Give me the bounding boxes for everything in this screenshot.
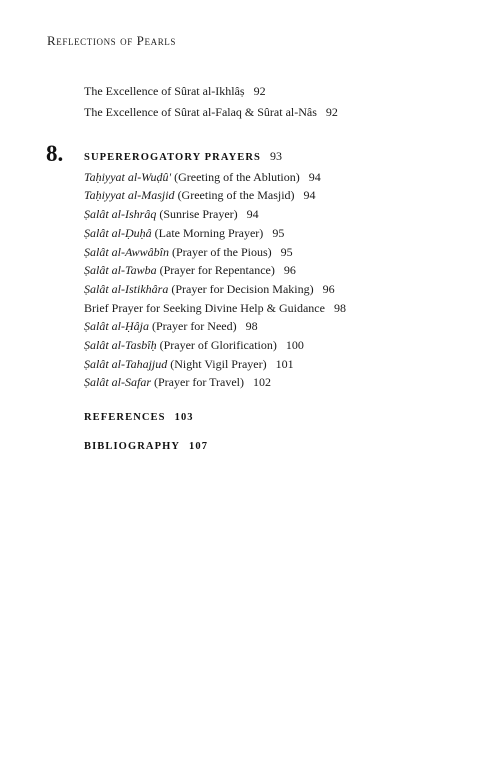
toc-entry-page: 92 bbox=[325, 105, 338, 119]
running-head: Reflections of Pearls bbox=[47, 33, 177, 48]
bibliography-heading[interactable] bbox=[84, 441, 208, 452]
toc-entry-title: Brief Prayer for Seeking Divine Help & Guidance bbox=[84, 300, 325, 315]
toc-entry[interactable] bbox=[84, 299, 346, 318]
toc-entry[interactable] bbox=[84, 336, 346, 355]
toc-entry-page: 92 bbox=[253, 84, 266, 98]
references-heading[interactable] bbox=[84, 412, 194, 423]
toc-entry-arabic-title: Ṣalât al-Ishrâq bbox=[84, 207, 157, 222]
toc-entry[interactable] bbox=[84, 81, 338, 102]
references-title: REFERENCES bbox=[84, 412, 166, 423]
toc-entry[interactable] bbox=[84, 224, 346, 243]
toc-entry-page: 95 bbox=[272, 225, 285, 240]
bibliography-title: BIBLIOGRAPHY bbox=[84, 441, 181, 452]
toc-entry[interactable] bbox=[84, 186, 346, 205]
bibliography-page: 107 bbox=[189, 441, 209, 452]
toc-entry-gloss: (Sunrise Prayer) bbox=[159, 207, 238, 222]
toc-entry-page: 98 bbox=[333, 300, 346, 315]
toc-entry[interactable] bbox=[84, 168, 346, 187]
toc-entry-arabic-title: Taḥiyyat al-Masjid bbox=[84, 188, 175, 203]
toc-entry[interactable] bbox=[84, 102, 338, 123]
chapter-contents bbox=[84, 147, 346, 392]
toc-entry-arabic-title: Taḥiyyat al-Wuḍû' bbox=[84, 169, 172, 184]
toc-entry-title: The Excellence of Sûrat al-Ikhlâṣ bbox=[84, 84, 245, 98]
toc-entry-arabic-title: Ṣalât al-Ḥâja bbox=[84, 319, 149, 334]
chapter-title: SUPEREROGATORY PRAYERS bbox=[84, 152, 261, 163]
toc-entry-gloss: (Prayer of Glorification) bbox=[159, 338, 277, 353]
toc-entry-gloss: (Late Morning Prayer) bbox=[154, 225, 264, 240]
toc-entry[interactable] bbox=[84, 205, 346, 224]
toc-entry-page: 95 bbox=[280, 244, 293, 259]
toc-entry-page: 94 bbox=[303, 188, 316, 203]
toc-entry-arabic-title: Ṣalât al-Tasbîḥ bbox=[84, 338, 157, 353]
references-page: 103 bbox=[174, 412, 194, 423]
toc-entry-gloss: (Prayer of the Pious) bbox=[172, 244, 272, 259]
toc-entry[interactable] bbox=[84, 261, 346, 280]
chapter-number: 8. bbox=[46, 141, 64, 166]
chapter-page: 93 bbox=[269, 149, 282, 163]
toc-entry-arabic-title: Ṣalât al-Tahajjud bbox=[84, 356, 168, 371]
toc-entry-page: 96 bbox=[283, 263, 296, 278]
toc-entry-page: 101 bbox=[275, 356, 294, 371]
toc-entry-arabic-title: Ṣalât al-Tawba bbox=[84, 263, 157, 278]
toc-entry-gloss: (Prayer for Decision Making) bbox=[171, 281, 314, 296]
toc-entry-page: 98 bbox=[245, 319, 258, 334]
toc-entry-gloss: (Prayer for Travel) bbox=[154, 375, 244, 390]
toc-entry-gloss: (Greeting of the Ablution) bbox=[174, 169, 300, 184]
toc-entry-page: 96 bbox=[322, 281, 335, 296]
toc-entry-arabic-title: Ṣalât al-Ḍuḥâ bbox=[84, 225, 152, 240]
toc-entry[interactable] bbox=[84, 280, 346, 299]
toc-entry-arabic-title: Ṣalât al-Awwâbîn bbox=[84, 244, 170, 259]
toc-entry-gloss: (Prayer for Need) bbox=[152, 319, 237, 334]
toc-entry-title: The Excellence of Sûrat al-Falaq & Sûrat al-Nâs bbox=[84, 105, 317, 119]
toc-entry-page: 94 bbox=[308, 169, 321, 184]
toc-entry-arabic-title: Ṣalât al-Safar bbox=[84, 375, 152, 390]
toc-entry-page: 94 bbox=[246, 207, 259, 222]
toc-entry[interactable] bbox=[84, 373, 346, 392]
toc-entry[interactable] bbox=[84, 243, 346, 262]
toc-entry-gloss: (Night Vigil Prayer) bbox=[170, 356, 267, 371]
toc-entry-gloss: (Greeting of the Masjid) bbox=[177, 188, 295, 203]
toc-entry-gloss: (Prayer for Repentance) bbox=[159, 263, 275, 278]
toc-entry[interactable] bbox=[84, 355, 346, 374]
toc-entry[interactable] bbox=[84, 317, 346, 336]
toc-entry-page: 100 bbox=[285, 338, 304, 353]
previous-chapter-entries bbox=[84, 81, 338, 123]
toc-entry-page: 102 bbox=[253, 375, 271, 390]
chapter-heading[interactable] bbox=[84, 147, 346, 168]
toc-entry-arabic-title: Ṣalât al-Istikhâra bbox=[84, 281, 169, 296]
